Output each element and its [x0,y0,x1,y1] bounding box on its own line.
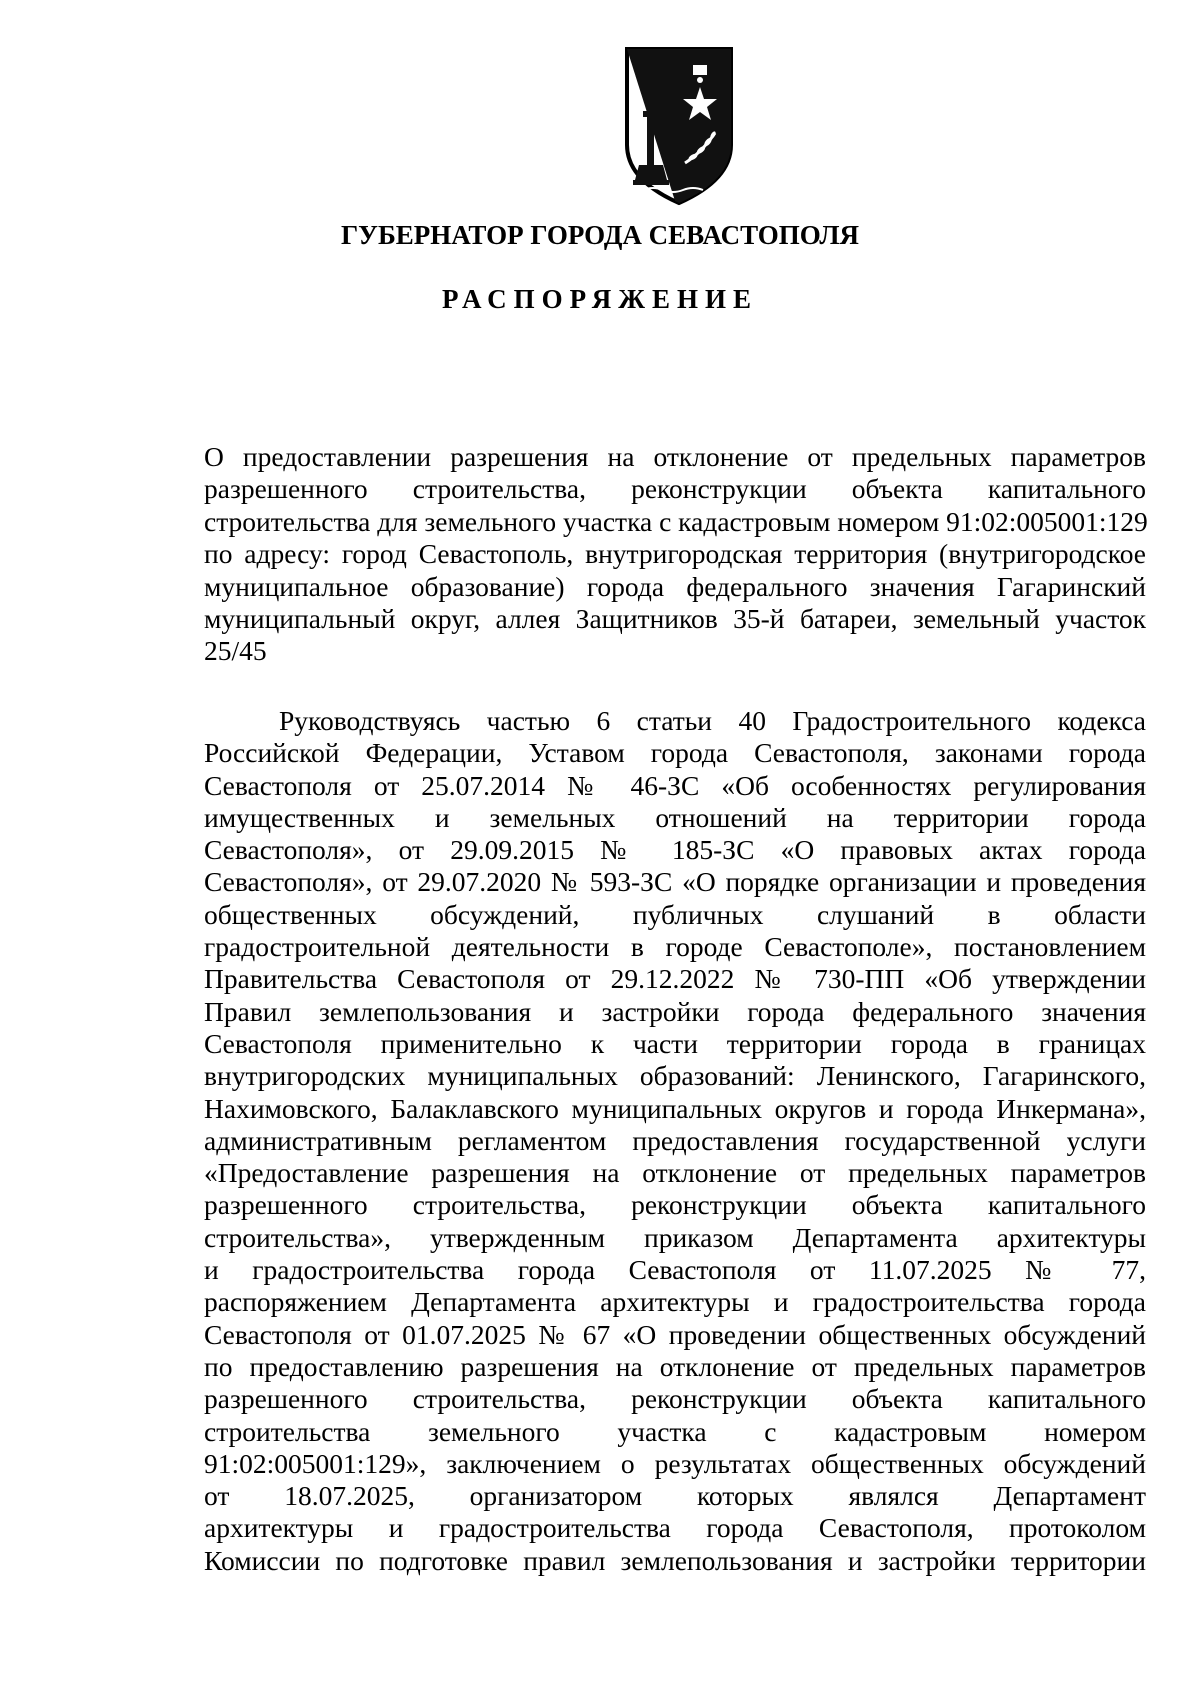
body-line: Севастополя применительно к части территории города в границах [204,1027,1146,1059]
body-line: Севастополя от 25.07.2014 № 46-ЗС «Об особенностях регулирования [204,769,1146,801]
body-line: Правительства Севастополя от 29.12.2022 № 730-ПП «Об утверждении [204,963,1146,995]
body-line: Севастополя», от 29.07.2020 № 593-ЗС «О порядке организации и проведения [204,866,1146,898]
body-line: разрешенного строительства, реконструкции объекта капитального [204,1189,1146,1221]
coat-of-arms-icon [623,45,735,207]
subject-line: 25/45 [204,635,267,667]
body-line: Российской Федерации, Уставом города Севастополя, законами города [204,737,1146,769]
body-line: градостроительной деятельности в городе Севастополе», постановлением [204,931,1146,963]
issuing-authority-heading: ГУБЕРНАТОР ГОРОДА СЕВАСТОПОЛЯ [340,220,860,250]
subject-line: О предоставлении разрешения на отклонение от предельных параметров [204,441,1146,472]
body-line: Руководствуясь частью 6 статьи 40 Градостроительного кодекса [279,705,1146,736]
document-body [204,705,1146,1577]
body-line: Севастополя от 01.07.2025 № 67 «О проведении общественных обсуждений [204,1318,1146,1350]
body-line: административным регламентом предоставления государственной услуги [204,1124,1146,1156]
body-line: Комиссии по подготовке правил землепользования и застройки территории [204,1544,1146,1576]
subject-line: разрешенного строительства, реконструкции объекта капитального [204,473,1146,505]
body-line: и градостроительства города Севастополя от 11.07.2025 № 77, [204,1254,1146,1286]
subject-line: строительства для земельного участка с кадастровым номером 91:02:005001:129 [204,505,1148,537]
body-line: общественных обсуждений, публичных слушаний в области [204,898,1146,930]
body-line: распоряжением Департамента архитектуры и градостроительства города [204,1286,1146,1318]
body-line: строительства земельного участка с кадастровым номером [204,1415,1146,1447]
body-line: строительства», утвержденным приказом Департамента архитектуры [204,1221,1146,1253]
body-line: Правил землепользования и застройки города федерального значения [204,995,1146,1027]
body-line: внутригородских муниципальных образований: Ленинского, Гагаринского, [204,1060,1146,1092]
document-subject [204,441,1146,668]
body-line: «Предоставление разрешения на отклонение от предельных параметров [204,1157,1146,1189]
body-line: по предоставлению разрешения на отклонение от предельных параметров [204,1350,1146,1382]
body-line: архитектуры и градостроительства города Севастополя, протоколом [204,1512,1146,1544]
document-type-heading: РАСПОРЯЖЕНИЕ [441,284,759,314]
body-line: разрешенного строительства, реконструкции объекта капитального [204,1383,1146,1415]
body-line: Нахимовского, Балаклавского муниципальных округов и города Инкермана», [204,1092,1146,1124]
subject-line: муниципальный округ, аллея Защитников 35-й батареи, земельный участок [204,603,1146,635]
body-line: от 18.07.2025, организатором которых являлся Департамент [204,1480,1146,1512]
body-line: имущественных и земельных отношений на территории города [204,801,1146,833]
body-line: 91:02:005001:129», заключением о результатах общественных обсуждений [204,1447,1146,1479]
subject-line: муниципальное образование) города федерального значения Гагаринский [204,570,1146,602]
subject-line: по адресу: город Севастополь, внутригородская территория (внутригородское [204,538,1146,570]
body-line: Севастополя», от 29.09.2015 № 185-ЗС «О правовых актах города [204,834,1146,866]
